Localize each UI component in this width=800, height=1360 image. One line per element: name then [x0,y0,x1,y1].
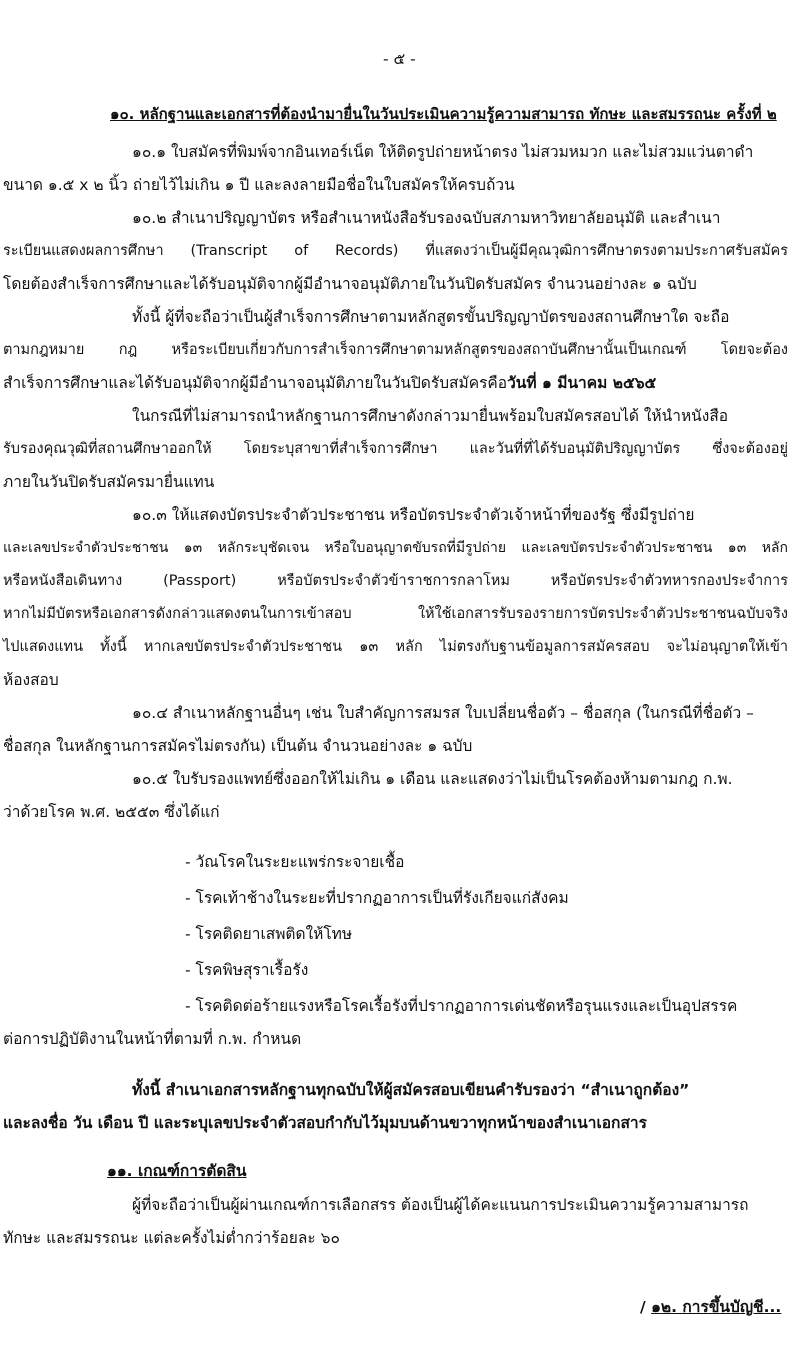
disease-item: - โรคติดต่อร้ายแรงหรือโรคเรื้อรังที่ปรากฏอาการเด่นชัดหรือรุนแรงและเป็นอุปสรรค [185,997,738,1015]
section10-item3-line3: หรือหนังสือเดินทาง (Passport) หรือบัตรประจำตัวข้าราชการกลาโหม หรือบัตรประจำตัวทหารกองประจำการ [3,573,788,589]
section10-heading: ๑๐. หลักฐานและเอกสารที่ต้องนำมายื่นในวันประเมินความรู้ความสามารถ ทักษะ และสมรรถนะ ครั้งที่ ๒ [110,105,777,123]
section11-body-line1: ผู้ที่จะถือว่าเป็นผู้ผ่านเกณฑ์การเลือกสรร ต้องเป็นผู้ได้คะแนนการประเมินความรู้ความสามารถ [132,1196,749,1214]
disease-item-continuation: ต่อการปฏิบัติงานในหน้าที่ตามที่ ก.พ. กำหนด [3,1030,302,1048]
section10-item4-line2: ชื่อสกุล ในหลักฐานการสมัครไม่ตรงกัน) เป็นต้น จำนวนอย่างละ ๑ ฉบับ [3,737,473,755]
section10-certify-line2: และลงชื่อ วัน เดือน ปี และระบุเลขประจำตัวสอบกำกับไว้มุมบนด้านขวาทุกหน้าของสำเนาเอกสาร [3,1114,647,1132]
section10-condition-date: วันที่ ๑ มีนาคม ๒๕๖๕ [507,374,657,392]
section10-alternative-line2: รับรองคุณวุฒิที่สถานศึกษาออกให้ โดยระบุสาขาที่สำเร็จการศึกษา และวันที่ที่ได้รับอนุมัติปริญญาบัตร ซึ่งจะต้องอยู่ [3,441,788,457]
section10-item4-line1: ๑๐.๔ สำเนาหลักฐานอื่นๆ เช่น ใบสำคัญการสมรส ใบเปลี่ยนชื่อตัว – ชื่อสกุล (ในกรณีที่ชื่อตัว – [132,704,754,722]
section11-heading: ๑๑. เกณฑ์การตัดสิน [107,1162,247,1180]
section10-item3-line6: ห้องสอบ [3,671,59,689]
section10-item1-line2: ขนาด ๑.๕ x ๒ นิ้ว ถ่ายไว้ไม่เกิน ๑ ปี และลงลายมือชื่อในใบสมัครให้ครบถ้วน [3,176,515,194]
section10-condition-line2: ตามกฎหมาย กฎ หรือระเบียบเกี่ยวกับการสำเร็จการศึกษาตามหลักสูตรของสถาบันศึกษานั้นเป็นเกณฑ์ โดยจะต้อง [3,342,788,358]
section10-item5-line1: ๑๐.๕ ใบรับรองแพทย์ซึ่งออกให้ไม่เกิน ๑ เดือน และแสดงว่าไม่เป็นโรคต้องห้ามตามกฎ ก.พ. [132,770,733,788]
section10-item3-line2: และเลขประจำตัวประชาชน ๑๓ หลักระบุชัดเจน หรือใบอนุญาตขับรถที่มีรูปถ่าย และเลขบัตรประจำตัวประชาชน ๑๓ หลัก [3,540,788,556]
section10-item3-line1: ๑๐.๓ ให้แสดงบัตรประจำตัวประชาชน หรือบัตรประจำตัวเจ้าหน้าที่ของรัฐ ซึ่งมีรูปถ่าย [132,506,695,524]
next-page-prefix: / [640,1298,652,1316]
section10-item3-line4: หากไม่มีบัตรหรือเอกสารดังกล่าวแสดงตนในการเข้าสอบ ให้ใช้เอกสารรับรองรายการบัตรประจำตัวประชาชนฉบับจริง [3,606,788,622]
section10-item5-line2: ว่าด้วยโรค พ.ศ. ๒๕๕๓ ซึ่งได้แก่ [3,803,220,821]
next-page-reference [640,1300,781,1316]
page-number: - ๕ - [383,50,416,68]
section10-condition-line3 [3,376,656,392]
section10-condition-text: สำเร็จการศึกษาและได้รับอนุมัติจากผู้มีอำนาจอนุมัติภายในวันปิดรับสมัครคือ [3,374,508,392]
section10-item1-line1: ๑๐.๑ ใบสมัครที่พิมพ์จากอินเทอร์เน็ต ให้ติดรูปถ่ายหน้าตรง ไม่สวมหมวก และไม่สวมแว่นตาดำ [132,143,754,161]
section10-item2-line2: ระเบียนแสดงผลการศึกษา (Transcript of Records) ที่แสดงว่าเป็นผู้มีคุณวุฒิการศึกษาตรงตามประกาศรับสมัคร [3,243,788,259]
section10-item3-line5: ไปแสดงแทน ทั้งนี้ หากเลขบัตรประจำตัวประชาชน ๑๓ หลัก ไม่ตรงกับฐานข้อมูลการสมัครสอบ จะไม่อนุญาตให้เข้า [3,639,788,655]
section10-certify-line1: ทั้งนี้ สำเนาเอกสารหลักฐานทุกฉบับให้ผู้สมัครสอบเขียนคำรับรองว่า “สำเนาถูกต้อง” [132,1081,690,1099]
section10-condition-line1: ทั้งนี้ ผู้ที่จะถือว่าเป็นผู้สำเร็จการศึกษาตามหลักสูตรขั้นปริญญาบัตรของสถานศึกษาใด จะถือ [132,308,730,326]
section11-body-line2: ทักษะ และสมรรถนะ แต่ละครั้งไม่ต่ำกว่าร้อยละ ๖๐ [3,1229,340,1247]
section10-item2-line1: ๑๐.๒ สำเนาปริญญาบัตร หรือสำเนาหนังสือรับรองฉบับสภามหาวิทยาลัยอนุมัติ และสำเนา [132,209,721,227]
disease-item: - วัณโรคในระยะแพร่กระจายเชื้อ [185,853,405,871]
disease-item: - โรคเท้าช้างในระยะที่ปรากฏอาการเป็นที่รังเกียจแก่สังคม [185,889,569,907]
section10-alternative-line3: ภายในวันปิดรับสมัครมายื่นแทน [3,473,215,491]
section10-item2-line3: โดยต้องสำเร็จการศึกษาและได้รับอนุมัติจากผู้มีอำนาจอนุมัติภายในวันปิดรับสมัคร จำนวนอย่างละ ๑ ฉบับ [3,275,697,293]
section10-alternative-line1: ในกรณีที่ไม่สามารถนำหลักฐานการศึกษาดังกล่าวมายื่นพร้อมใบสมัครสอบได้ ให้นำหนังสือ [132,407,729,425]
disease-item: - โรคติดยาเสพติดให้โทษ [185,925,353,943]
disease-item: - โรคพิษสุราเรื้อรัง [185,961,309,979]
next-page-label: ๑๒. การขึ้นบัญชี... [651,1298,782,1316]
